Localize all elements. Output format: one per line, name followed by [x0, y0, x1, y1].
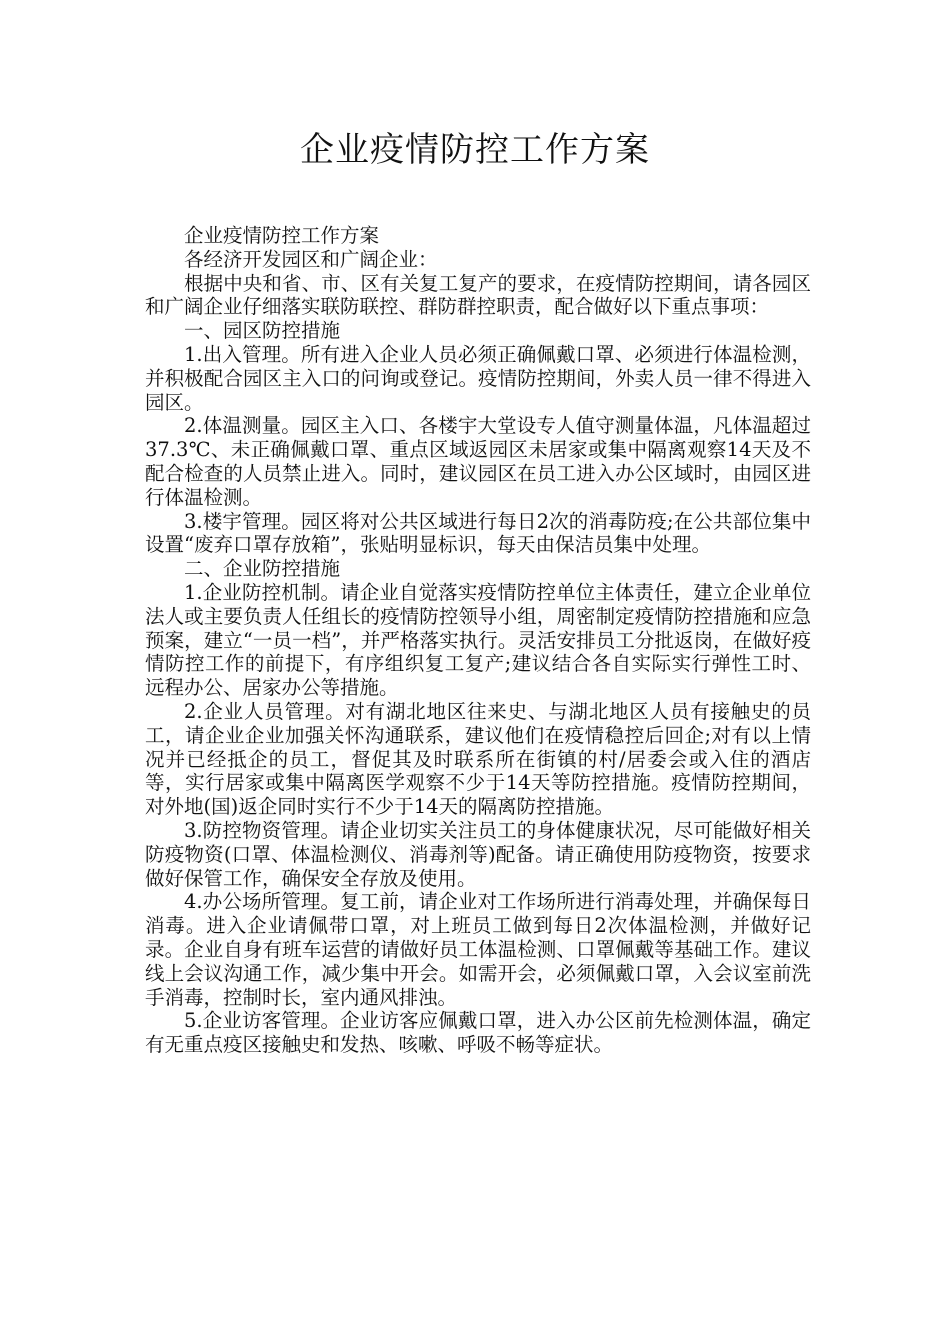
- document-title: 企业疫情防控工作方案: [300, 130, 650, 170]
- paragraph-park-temperature: 2.体温测量。园区主入口、各楼宇大堂设专人值守测量体温，凡体温超过37.3℃、未正确佩戴口罩、重点区域返园区未居家或集中隔离观察14天及不配合检查的人员禁止进入。同时，建议园区在员工进入办公区域时，由园区进行体温检测。: [145, 414, 811, 509]
- paragraph-park-building: 3.楼宇管理。园区将对公共区域进行每日2次的消毒防疫;在公共部位集中设置“废弃口罩存放箱”，张贴明显标识，每天由保洁员集中处理。: [145, 509, 811, 557]
- paragraph-enterprise-visitors: 5.企业访客管理。企业访客应佩戴口罩，进入办公区前先检测体温，确定有无重点疫区接触史和发热、咳嗽、呼吸不畅等症状。: [145, 1009, 811, 1057]
- paragraph-park-access: 1.出入管理。所有进入企业人员必须正确佩戴口罩、必须进行体温检测，并积极配合园区主入口的问询或登记。疫情防控期间，外卖人员一律不得进入园区。: [145, 342, 811, 414]
- section-heading-park-measures: 一、园区防控措施: [184, 319, 341, 343]
- paragraph-heading-repeat: 企业疫情防控工作方案: [184, 224, 380, 247]
- paragraph-enterprise-office: 4.办公场所管理。复工前，请企业对工作场所进行消毒处理，并确保每日消毒。进入企业请佩带口罩，对上班员工做到每日2次体温检测，并做好记录。企业自身有班车运营的请做好员工体温检测、口罩佩戴等基础工作。建议线上会议沟通工作，减少集中开会。如需开会，必须佩戴口罩，入会议室前洗手消毒，控制时长，室内通风排浊。: [145, 890, 811, 1009]
- section-heading-enterprise-measures: 二、企业防控措施: [184, 557, 341, 581]
- paragraph-enterprise-supplies: 3.防控物资管理。请企业切实关注员工的身体健康状况，尽可能做好相关防疫物资(口罩、体温检测仪、消毒剂等)配备。请正确使用防疫物资，按要求做好保管工作，确保安全存放及使用。: [145, 818, 811, 890]
- paragraph-enterprise-mechanism: 1.企业防控机制。请企业自觉落实疫情防控单位主体责任，建立企业单位法人或主要负责人任组长的疫情防控领导小组，周密制定疫情防控措施和应急预案，建立“一员一档”，并严格落实执行。灵活安排员工分批返岗，在做好疫情防控工作的前提下，有序组织复工复产;建议结合各自实际实行弹性工时、远程办公、居家办公等措施。: [145, 580, 811, 700]
- paragraph-enterprise-staff: 2.企业人员管理。对有湖北地区往来史、与湖北地区人员有接触史的员工，请企业企业加强关怀沟通联系，建议他们在疫情稳控后回企;对有以上情况并已经抵企的员工，督促其及时联系所在街镇的村/居委会或入住的酒店等，实行居家或集中隔离医学观察不少于14天等防控措施。疫情防控期间，对外地(国)返企同时实行不少于14天的隔离防控措施。: [145, 699, 811, 819]
- paragraph-salutation: 各经济开发园区和广阔企业：: [184, 247, 438, 271]
- document-body: [145, 224, 811, 1057]
- paragraph-intro: 根据中央和省、市、区有关复工复产的要求，在疫情防控期间，请各园区和广阔企业仔细落实联防联控、群防群控职责，配合做好以下重点事项：: [145, 271, 811, 319]
